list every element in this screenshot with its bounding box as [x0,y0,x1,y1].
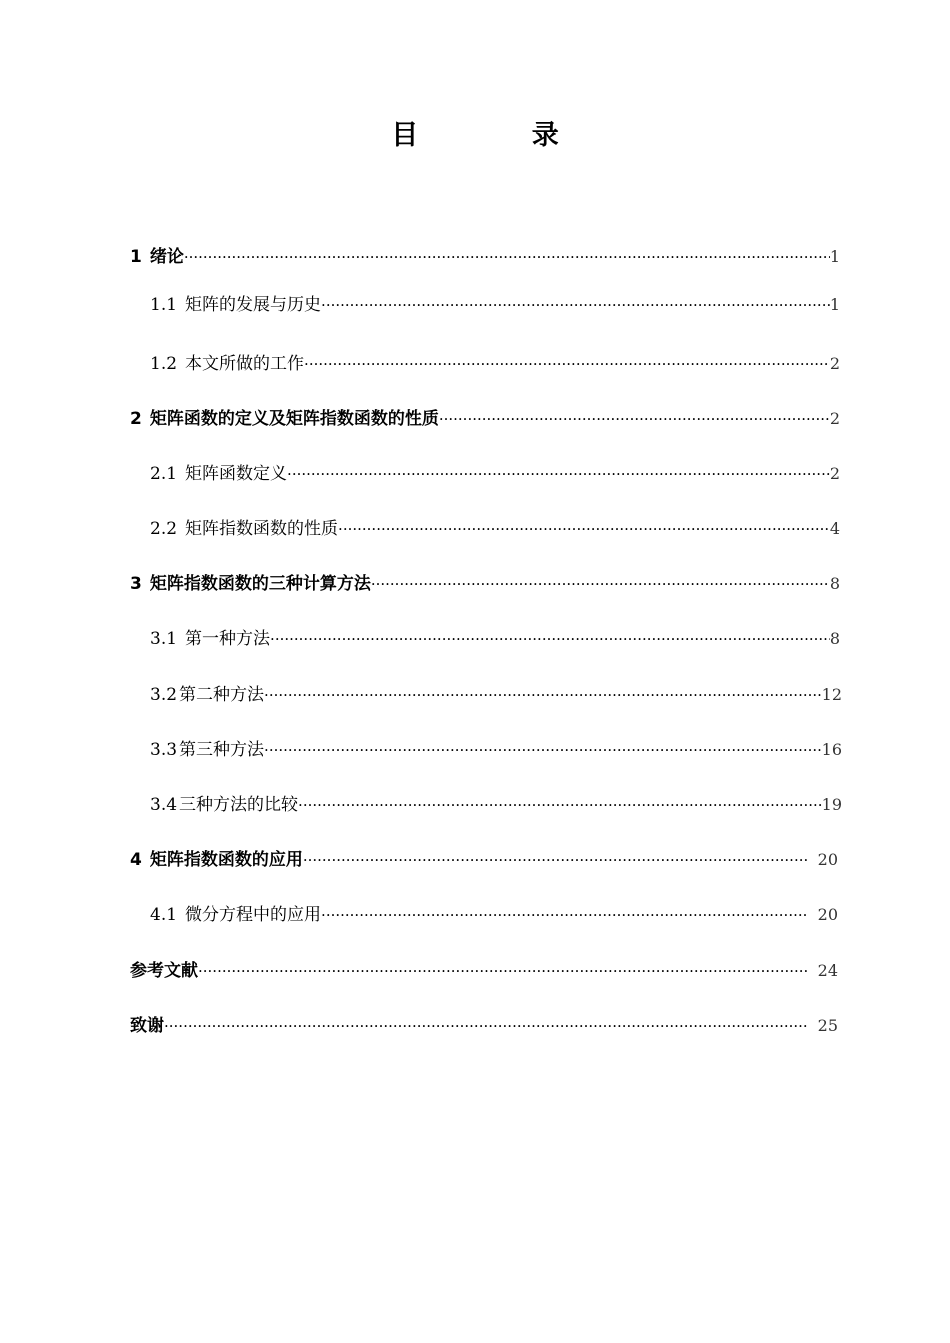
toc-entry-title: 致谢 [130,1016,164,1036]
toc-entry-number: 1.1 [150,295,178,315]
toc-entry-page: 1 [829,247,840,266]
toc-entry-references[interactable] [130,959,838,983]
dot-leader [371,572,830,596]
toc-entry-title: 矩阵指数函数的应用 [149,850,303,870]
toc-entry-title: 矩阵的发展与历史 [185,295,322,315]
dot-leader [304,352,830,376]
toc-entry-section-3-1[interactable] [150,627,840,651]
dot-leader [287,462,830,486]
dot-leader [270,627,830,651]
toc-entry-section-1-1[interactable] [150,293,840,317]
toc-entry-chapter-4[interactable] [130,848,838,872]
toc-entry-section-4-1[interactable] [150,903,838,927]
toc-entry-number: 3 [130,574,142,594]
toc-entry-number: 3.4 [150,795,178,815]
toc-entry-chapter-3[interactable] [130,572,840,596]
toc-entry-title: 第三种方法 [179,740,265,760]
dot-leader [439,407,830,431]
toc-entry-page: 2 [829,409,840,428]
toc-entry-section-3-2[interactable] [150,683,842,707]
toc-entry-number: 1 [130,247,142,267]
toc-entry-page: 12 [821,685,842,704]
toc-entry-page: 8 [829,629,840,648]
toc-entry-number: 3.1 [150,629,178,649]
toc-entry-title: 第一种方法 [185,629,271,649]
toc-entry-page: 8 [829,574,840,593]
toc-entry-title: 绪论 [149,247,184,267]
toc-entry-page: 4 [829,519,840,538]
toc-entry-section-2-1[interactable] [150,462,840,486]
dot-leader [264,738,822,762]
toc-entry-title: 微分方程中的应用 [185,905,322,925]
toc-entry-acknowledgements[interactable] [130,1014,838,1038]
dot-leader [264,683,822,707]
toc-entry-title: 矩阵指数函数的性质 [185,519,339,539]
toc-entry-title: 三种方法的比较 [179,795,299,815]
toc-entry-number: 2 [130,409,142,429]
toc-entry-page: 1 [829,295,840,314]
toc-entry-title: 第二种方法 [179,685,265,705]
toc-entry-page: 2 [829,464,840,483]
dot-leader [198,959,808,983]
toc-entry-title: 矩阵函数定义 [185,464,288,484]
toc-entry-chapter-1[interactable] [130,245,840,269]
toc-entry-number: 2.1 [150,464,178,484]
toc-entry-number: 3.3 [150,740,178,760]
toc-entry-number: 4 [130,850,142,870]
toc-entry-page: 2 [829,354,840,373]
toc-entry-section-3-4[interactable] [150,793,842,817]
dot-leader [164,1014,808,1038]
toc-entry-number: 3.2 [150,685,178,705]
toc-entry-number: 4.1 [150,905,178,925]
toc-entry-section-1-2[interactable] [150,352,840,376]
dot-leader [321,293,830,317]
toc-entry-page: 24 [817,961,838,980]
toc-entry-page: 20 [817,850,838,869]
toc-entry-title: 矩阵函数的定义及矩阵指数函数的性质 [149,409,439,429]
toc-entry-page: 25 [817,1016,838,1035]
toc-entry-page: 16 [821,740,842,759]
toc-entry-title: 参考文献 [130,961,198,981]
toc-entry-chapter-2[interactable] [130,407,840,431]
toc-entry-number: 1.2 [150,354,178,374]
dot-leader [298,793,822,817]
toc-entry-page: 19 [821,795,842,814]
toc-entry-page: 20 [817,905,838,924]
toc-entry-number: 2.2 [150,519,178,539]
toc-entry-title: 矩阵指数函数的三种计算方法 [149,574,371,594]
toc-entry-section-3-3[interactable] [150,738,842,762]
dot-leader [321,903,808,927]
dot-leader [184,245,830,269]
dot-leader [338,517,830,541]
toc-entry-section-2-2[interactable] [150,517,840,541]
page-title: 目 录 [391,120,611,151]
dot-leader [303,848,808,872]
toc-entry-title: 本文所做的工作 [185,354,305,374]
